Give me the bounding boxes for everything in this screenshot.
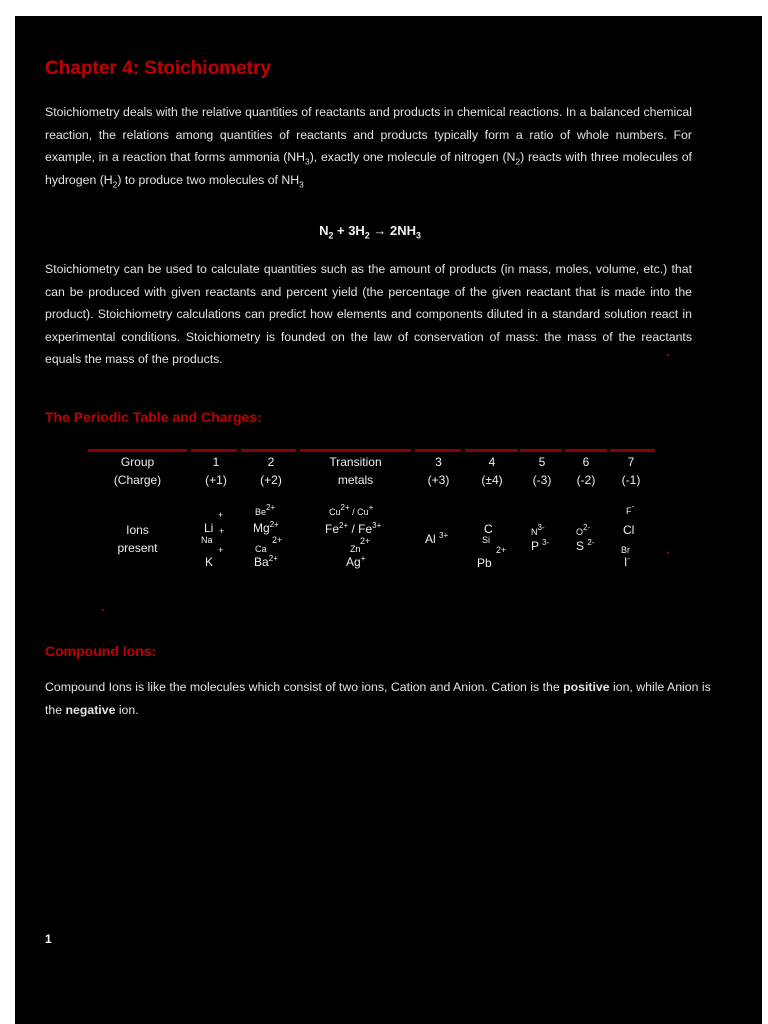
header-text: Transition xyxy=(329,455,382,469)
emphasis-positive: positive xyxy=(563,680,610,694)
ion-f xyxy=(626,502,635,516)
header-text: (+1) xyxy=(205,473,227,487)
table-rule xyxy=(191,449,237,452)
compound-ions-heading: Compound Ions: xyxy=(45,643,157,659)
ion-charge: 3- xyxy=(542,538,550,547)
intro-text: ), exactly one molecule of nitrogen (N xyxy=(309,150,516,164)
ion-c: C xyxy=(484,522,493,536)
header-col-transition xyxy=(300,453,411,489)
ion-symbol: F xyxy=(626,506,632,516)
header-col-5 xyxy=(522,453,562,489)
ion-symbol: P xyxy=(531,539,539,553)
stoichiometry-paragraph: Stoichiometry can be used to calculate quantities such as the amount of products (in mass, moles, volume, etc.) that can be produced with given reactants and percent yield (the percentage of the given reactant that is made into the product). Stoichiometry calculations can predict how elements and components diluted in a standard solution react in experimental conditions. Stoichiometry is founded on the law of conservation of mass: the mass of the reactants equals the mass of the products. xyxy=(45,262,692,366)
header-col-4 xyxy=(467,453,517,489)
ion-charge: 3- xyxy=(537,523,545,532)
compound-ions-paragraph xyxy=(45,676,725,721)
ion-al xyxy=(425,533,448,545)
ion-pb-charge: 2+ xyxy=(496,545,507,555)
ion-charge: 2- xyxy=(583,523,591,532)
artifact-dot xyxy=(667,552,669,554)
table-rule xyxy=(415,449,461,452)
subscript: 2 xyxy=(112,178,118,189)
compound-text: ion. xyxy=(115,702,139,717)
ion-li-charge: + xyxy=(219,526,225,536)
ion-na-charge: + xyxy=(218,545,224,555)
chapter-title: Chapter 4: Stoichiometry xyxy=(45,58,271,79)
ion-br: Br xyxy=(621,545,630,555)
ion-pb: Pb xyxy=(477,556,492,570)
intro-text: ) reacts with three molecules of hydrogen (H xyxy=(45,150,692,187)
header-text: 1 xyxy=(212,455,220,469)
intro-paragraph xyxy=(45,101,692,191)
ion-symbol: Al xyxy=(425,532,436,546)
page-number: 1 xyxy=(45,932,52,946)
header-text: 6 xyxy=(582,455,590,469)
table-rule xyxy=(465,449,518,452)
ion-na: Na xyxy=(201,535,213,545)
periodic-table-heading: The Periodic Table and Charges: xyxy=(45,409,262,425)
header-col-2 xyxy=(245,453,297,489)
header-text: (-1) xyxy=(621,473,641,487)
ion-charge: 3+ xyxy=(439,531,449,540)
ion-charge: 2+ xyxy=(266,503,276,512)
subscript: 2 xyxy=(515,156,521,167)
header-group xyxy=(90,453,185,489)
ion-zn-charge: 2+ xyxy=(360,536,371,546)
ion-charge: + xyxy=(360,554,366,563)
eq-sub: 2 xyxy=(328,230,334,241)
row-label-text: Ions xyxy=(126,523,149,537)
table-rule xyxy=(300,449,411,452)
header-text: 4 xyxy=(488,455,496,469)
emphasis-negative: negative xyxy=(65,702,116,717)
header-text: (+3) xyxy=(427,473,450,487)
header-text: 5 xyxy=(538,455,546,469)
ion-symbol: K xyxy=(205,555,214,569)
header-col-3 xyxy=(415,453,462,489)
ion-i xyxy=(624,556,630,568)
ion-o xyxy=(576,523,591,537)
ion-charge: 2+ xyxy=(339,521,349,530)
ion-iron xyxy=(325,523,381,535)
table-rule xyxy=(520,449,562,452)
ion-charge: 2+ xyxy=(268,554,278,563)
intro-text: ) to produce two molecules of NH xyxy=(117,172,300,187)
ion-zn: Zn xyxy=(350,544,361,554)
ion-li-charge-top: + xyxy=(218,510,224,520)
header-text: 7 xyxy=(627,455,635,469)
row-label-text: present xyxy=(117,541,158,555)
header-col-7 xyxy=(611,453,651,489)
ion-symbol: Be xyxy=(255,507,267,517)
eq-part: N xyxy=(319,223,329,238)
header-text: (-3) xyxy=(532,473,552,487)
compound-text: Compound Ions is like the molecules which consist of two ions, Cation and Anion. Cation is the xyxy=(45,680,564,694)
ion-ag xyxy=(346,556,365,568)
header-text: 3 xyxy=(435,455,442,469)
subscript: 3 xyxy=(305,156,310,167)
table-rule xyxy=(610,449,655,452)
row-label-ions-present xyxy=(90,521,185,557)
header-text: (Charge) xyxy=(113,473,162,487)
eq-sub: 3 xyxy=(415,230,421,241)
header-text: (-2) xyxy=(576,473,596,487)
ion-copper xyxy=(329,503,374,517)
header-col-6 xyxy=(566,453,606,489)
document-page xyxy=(15,16,762,1024)
table-rule xyxy=(241,449,296,452)
header-text: (±4) xyxy=(481,473,503,487)
header-col-1 xyxy=(191,453,241,489)
eq-part: + 3H xyxy=(333,223,365,238)
header-text: (+2) xyxy=(260,473,282,487)
ion-symbol: Mg xyxy=(253,521,270,535)
ion-n xyxy=(531,523,545,537)
ion-ba xyxy=(254,556,278,568)
intro-text: Stoichiometry deals with the relative quantities of reactants and products in chemical reactions. In a balanced chemical reaction, the relations among quantities of reactants and products typically form a ratio of whole numbers. For example, in a reaction that forms ammonia (NH xyxy=(45,105,692,164)
ion-symbol: Fe xyxy=(325,522,340,536)
ion-k xyxy=(205,556,213,568)
ion-charge: 3+ xyxy=(372,521,382,530)
header-text: metals xyxy=(337,473,374,487)
ion-p xyxy=(531,540,549,552)
table-rule xyxy=(565,449,607,452)
ion-symbol: / Fe xyxy=(348,522,373,536)
ion-li: Li xyxy=(204,521,214,535)
compound-text: ion, while Anion is the xyxy=(45,680,711,717)
artifact-dot xyxy=(667,354,669,356)
ion-s xyxy=(576,540,594,552)
subscript: 3 xyxy=(299,178,304,189)
reaction-equation xyxy=(15,223,725,241)
ion-symbol: I xyxy=(624,555,628,569)
ion-symbol: N xyxy=(531,527,538,537)
ion-ca-charge: 2+ xyxy=(272,535,283,545)
ion-charge: - xyxy=(627,554,631,563)
ion-si: Si xyxy=(482,535,491,545)
ion-symbol: / Cu xyxy=(349,507,369,517)
ion-charge: 2- xyxy=(587,538,595,547)
ion-charge: + xyxy=(368,503,374,512)
ion-symbol: S xyxy=(576,539,585,553)
ion-symbol: O xyxy=(576,527,584,537)
ion-charge: 2+ xyxy=(340,503,350,512)
table-rule xyxy=(88,449,187,452)
header-text: Group xyxy=(120,455,155,469)
eq-sub: 2 xyxy=(364,230,370,241)
eq-part: → 2NH xyxy=(369,223,416,238)
ion-charge: - xyxy=(631,502,635,511)
ion-symbol: Cu xyxy=(329,507,341,517)
header-text: 2 xyxy=(267,455,275,469)
ion-cl: Cl xyxy=(623,523,635,537)
ion-charge: 2+ xyxy=(269,520,279,529)
ion-ca: Ca xyxy=(255,544,267,554)
ion-symbol: Ba xyxy=(254,555,269,569)
ion-symbol: Ag xyxy=(346,555,361,569)
ion-be xyxy=(255,503,276,517)
artifact-dot xyxy=(102,609,104,611)
ion-mg xyxy=(253,522,279,534)
